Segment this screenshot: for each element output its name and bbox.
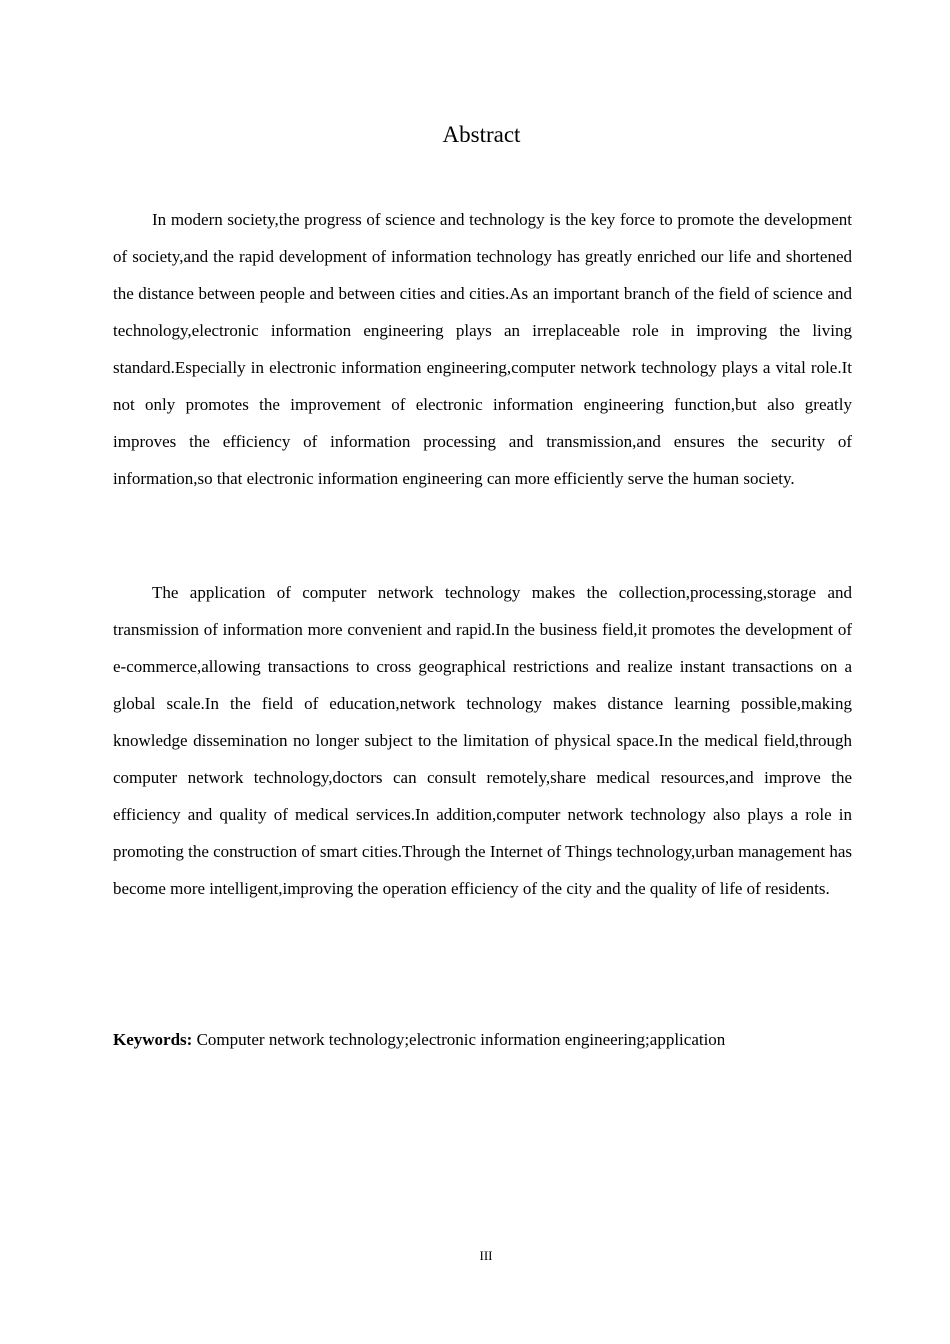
abstract-title: Abstract xyxy=(442,122,521,147)
abstract-paragraph-1: In modern society,the progress of science and technology is the key force to promote the development of society,and the rapid development of information technology has greatly enriched our life and shortened the distance between people and between cities and cities.As an important branch of the field of science and technology,electronic information engineering plays an irreplaceable role in improving the living standard.Especially in electronic information engineering,computer network technology plays a vital role.It not only promotes the improvement of electronic information engineering function,but also greatly improves the efficiency of information processing and transmission,and ensures the security of information,so that electronic information engineering can more efficiently serve the human society. xyxy=(113,210,852,488)
keywords-text: Computer network technology;electronic information engineering;application xyxy=(192,1030,726,1049)
abstract-paragraph-2: The application of computer network technology makes the collection,processing,storage and transmission of information more convenient and rapid.In the business field,it promotes the development of e-commerce,allowing transactions to cross geographical restrictions and realize instant transactions on a global scale.In the field of education,network technology makes distance learning possible,making knowledge dissemination no longer subject to the limitation of physical space.In the medical field,through computer network technology,doctors can consult remotely,share medical resources,and improve the efficiency and quality of medical services.In addition,computer network technology also plays a role in promoting the construction of smart cities.Through the Internet of Things technology,urban management has become more intelligent,improving the operation efficiency of the city and the quality of life of residents. xyxy=(113,583,852,898)
keywords-label: Keywords: xyxy=(113,1030,193,1049)
page-number: III xyxy=(479,1248,493,1263)
keywords-line xyxy=(113,1026,725,1054)
